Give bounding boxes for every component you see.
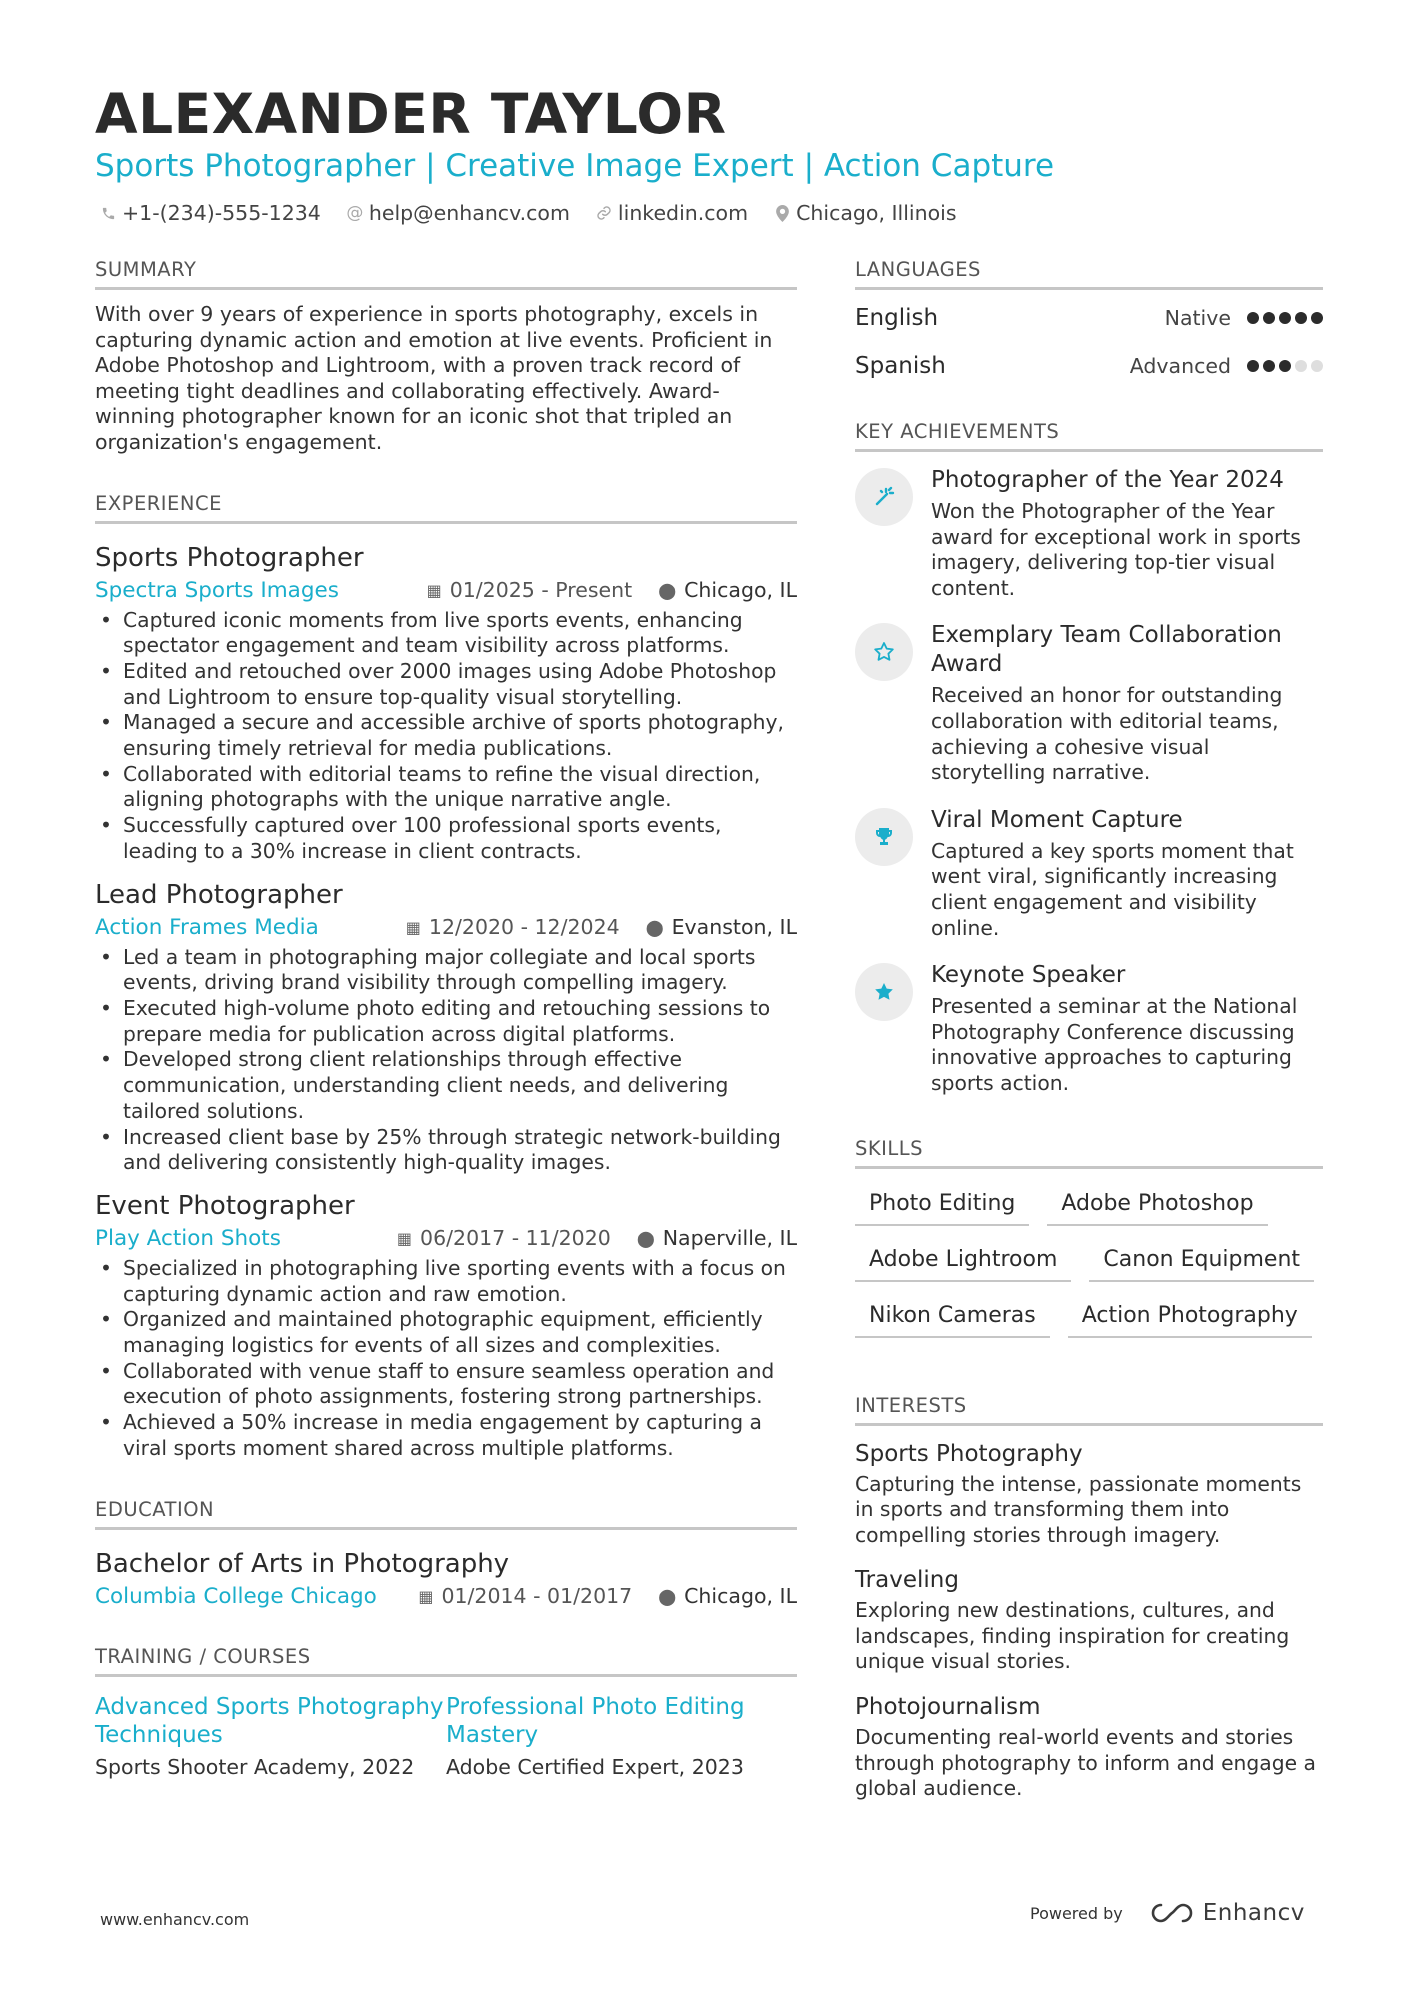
course-title: Professional Photo Editing Mastery xyxy=(446,1693,745,1748)
skill-tag: Photo Editing xyxy=(855,1183,1029,1226)
skill-tag: Nikon Cameras xyxy=(855,1295,1050,1338)
contact-location-value: Chicago, Illinois xyxy=(796,201,957,225)
school-name: Columbia College Chicago xyxy=(95,1583,377,1609)
rating-dot-filled xyxy=(1263,360,1275,372)
link-icon xyxy=(596,205,612,221)
interest-desc: Capturing the intense, passionate moments in sports and transforming them into compelling stories through imagery. xyxy=(855,1471,1302,1547)
location-pin-icon xyxy=(774,205,790,222)
achievement-item xyxy=(855,621,1323,785)
interest-item xyxy=(855,1440,1323,1549)
summary-text: With over 9 years of experience in sports photography, excels in capturing dynamic action and emotion at live events. Proficient in Adobe Photoshop and Lightroom, with a proven track record of meeting tight deadlines and collaborating effectively. Award-winning photographer known for an iconic shot that tripled an organization's engagement. xyxy=(95,302,773,454)
languages-heading: LANGUAGES xyxy=(855,258,1323,290)
language-name: Spanish xyxy=(855,353,946,379)
job-meta xyxy=(95,1226,797,1251)
interest-desc: Exploring new destinations, cultures, and landscapes, finding inspiration for creating unique visual stories. xyxy=(855,1598,1290,1674)
job-location-value: Evanston, IL xyxy=(671,915,797,940)
job-bullet: • Edited and retouched over 2000 images using Adobe Photoshop and Lightroom to ensure top-quality visual storytelling. xyxy=(95,659,797,710)
rating-dot-filled xyxy=(1247,360,1259,372)
job-entry xyxy=(95,1190,797,1462)
languages-section xyxy=(855,258,1323,384)
calendar-icon: ▦ xyxy=(426,580,442,600)
job-meta xyxy=(95,915,797,940)
rating-dot-filled xyxy=(1247,312,1259,324)
training-heading: TRAINING / COURSES xyxy=(95,1645,797,1677)
skill-tag: Canon Equipment xyxy=(1089,1239,1314,1282)
left-column xyxy=(95,258,797,1779)
footer-website[interactable]: www.enhancv.com xyxy=(100,1910,250,1929)
location-pin-icon: ⬤ xyxy=(645,917,664,937)
achievement-title: Keynote Speaker xyxy=(931,962,1126,989)
job-location-value: Naperville, IL xyxy=(662,1226,797,1251)
summary-section xyxy=(95,258,797,456)
language-rating xyxy=(1247,360,1323,372)
job-bullets xyxy=(95,1256,797,1462)
company-name: Spectra Sports Images xyxy=(95,577,339,603)
language-level: Native xyxy=(1164,306,1231,330)
location-pin-icon: ⬤ xyxy=(658,1586,677,1606)
rating-dot-empty xyxy=(1311,360,1323,372)
job-bullet: • Successfully captured over 100 professional sports events, leading to a 30% increase in client contracts. xyxy=(95,813,797,864)
interest-title: Traveling xyxy=(855,1567,959,1594)
contact-email-value: help@enhancv.com xyxy=(368,201,570,225)
job-dates xyxy=(406,915,620,939)
interests-heading: INTERESTS xyxy=(855,1394,1323,1426)
magic-wand-icon xyxy=(855,468,913,526)
brand-logo[interactable] xyxy=(1149,1900,1305,1926)
experience-section xyxy=(95,492,797,1462)
calendar-icon: ▦ xyxy=(405,917,421,937)
job-bullet: • Developed strong client relationships through effective communication, understanding client needs, and delivering tailored solutions. xyxy=(95,1047,797,1124)
job-bullet: • Increased client base by 25% through strategic network-building and delivering consistently high-quality images. xyxy=(95,1125,797,1176)
company-name: Action Frames Media xyxy=(95,914,319,940)
candidate-name: ALEXANDER TAYLOR xyxy=(95,82,727,146)
job-bullet: • Collaborated with editorial teams to refine the visual direction, aligning photographs with the unique narrative angle. xyxy=(95,762,797,813)
interest-item xyxy=(855,1693,1323,1802)
job-title: Sports Photographer xyxy=(95,542,364,573)
training-section xyxy=(95,1645,797,1779)
interest-title: Photojournalism xyxy=(855,1694,1041,1721)
job-bullets xyxy=(95,608,797,865)
summary-heading: SUMMARY xyxy=(95,258,797,290)
achievement-item xyxy=(855,806,1323,941)
right-column xyxy=(855,258,1323,1802)
trophy-icon xyxy=(855,808,913,866)
job-bullet: • Achieved a 50% increase in media engagement by capturing a viral sports moment shared across multiple platforms. xyxy=(95,1410,797,1461)
education-entry xyxy=(95,1548,797,1609)
course-list xyxy=(95,1693,797,1779)
brand-name: Enhancv xyxy=(1202,1900,1305,1926)
job-entry xyxy=(95,542,797,865)
infinity-logo-icon xyxy=(1149,1901,1195,1925)
skill-list xyxy=(855,1183,1323,1338)
star-filled-icon xyxy=(855,963,913,1021)
job-dates-value: 12/2020 - 12/2024 xyxy=(428,915,620,940)
interest-item xyxy=(855,1566,1323,1675)
contact-phone[interactable] xyxy=(100,201,321,225)
job-bullets xyxy=(95,945,797,1176)
achievement-desc: Won the Photographer of the Year award for exceptional work in sports imagery, delivering top-tier visual content. xyxy=(931,499,1301,600)
achievement-desc: Received an honor for outstanding collaboration with editorial teams, achieving a cohesive visual storytelling narrative. xyxy=(931,683,1283,785)
achievement-body xyxy=(931,806,1323,941)
contact-linkedin[interactable] xyxy=(596,201,748,225)
interest-title: Sports Photography xyxy=(855,1440,1083,1467)
skills-heading: SKILLS xyxy=(855,1137,1323,1169)
degree-title: Bachelor of Arts in Photography xyxy=(95,1548,510,1579)
contact-email[interactable] xyxy=(347,201,570,225)
location-pin-icon: ⬤ xyxy=(658,580,677,600)
education-section xyxy=(95,1498,797,1609)
job-title: Lead Photographer xyxy=(95,879,343,910)
job-bullet: • Executed high-volume photo editing and retouching sessions to prepare media for publication across digital platforms. xyxy=(95,996,797,1047)
job-meta xyxy=(95,578,797,603)
achievement-title: Photographer of the Year 2024 xyxy=(931,467,1284,493)
skill-tag: Action Photography xyxy=(1068,1295,1312,1338)
job-bullet: • Led a team in photographing major collegiate and local sports events, driving brand visibility through compelling imagery. xyxy=(95,945,797,996)
achievement-title: Viral Moment Capture xyxy=(931,806,1183,833)
job-dates xyxy=(427,578,633,602)
language-name: English xyxy=(855,305,939,331)
course-item xyxy=(95,1693,446,1779)
education-location-value: Chicago, IL xyxy=(684,1584,797,1609)
at-icon: @ xyxy=(346,203,364,223)
language-item xyxy=(855,300,1323,336)
course-provider: Sports Shooter Academy, 2022 xyxy=(95,1754,415,1779)
skill-tag: Adobe Lightroom xyxy=(855,1239,1071,1282)
contact-linkedin-value: linkedin.com xyxy=(617,201,749,225)
skills-section xyxy=(855,1137,1323,1338)
company-name: Play Action Shots xyxy=(95,1225,281,1251)
contact-phone-value: +1-(234)-555-1234 xyxy=(122,201,321,225)
calendar-icon: ▦ xyxy=(396,1228,413,1248)
location-pin-icon: ⬤ xyxy=(636,1228,655,1248)
achievement-desc: Presented a seminar at the National Photography Conference discussing innovative approaches to capturing sports action. xyxy=(931,994,1298,1095)
job-title: Event Photographer xyxy=(95,1190,355,1221)
achievement-title: Exemplary Team Collaboration Award xyxy=(931,622,1282,678)
achievements-heading: KEY ACHIEVEMENTS xyxy=(855,420,1323,452)
interests-section xyxy=(855,1394,1323,1802)
contact-location xyxy=(774,201,956,225)
rating-dot-empty xyxy=(1295,360,1307,372)
powered-by-label: Powered by xyxy=(1030,1903,1123,1923)
job-bullet: • Captured iconic moments from live sports events, enhancing spectator engagement and team visibility across platforms. xyxy=(95,608,797,659)
job-entry xyxy=(95,879,797,1176)
contact-bar xyxy=(100,201,957,225)
calendar-icon: ▦ xyxy=(418,1586,434,1606)
job-dates xyxy=(397,1226,611,1250)
job-location xyxy=(658,578,797,602)
education-location xyxy=(658,1584,797,1608)
job-bullet: • Managed a secure and accessible archive of sports photography, ensuring timely retrieval for media publications. xyxy=(95,710,797,761)
education-heading: EDUCATION xyxy=(95,1498,797,1530)
interest-desc: Documenting real-world events and stories through photography to inform and engage a global audience. xyxy=(855,1725,1316,1801)
rating-dot-filled xyxy=(1279,312,1291,324)
job-dates-value: 06/2017 - 11/2020 xyxy=(420,1226,611,1251)
achievement-item xyxy=(855,961,1323,1096)
course-item xyxy=(446,1693,797,1779)
education-meta xyxy=(95,1584,797,1609)
star-outline-icon xyxy=(855,623,913,681)
headline: Sports Photographer | Creative Image Expert | Action Capture xyxy=(95,148,1055,184)
language-level: Advanced xyxy=(1129,354,1231,378)
education-dates-value: 01/2014 - 01/2017 xyxy=(441,1584,633,1609)
rating-dot-filled xyxy=(1279,360,1291,372)
rating-dot-filled xyxy=(1311,312,1323,324)
rating-dot-filled xyxy=(1295,312,1307,324)
job-bullet: • Collaborated with venue staff to ensure seamless operation and execution of photo assignments, fostering strong partnerships. xyxy=(95,1359,797,1410)
language-item xyxy=(855,348,1323,384)
language-rating xyxy=(1247,312,1323,324)
achievement-desc: Captured a key sports moment that went viral, significantly increasing client engagement and visibility online. xyxy=(931,838,1294,940)
achievement-body xyxy=(931,466,1323,601)
achievements-section xyxy=(855,420,1323,1097)
job-dates-value: 01/2025 - Present xyxy=(449,578,633,603)
rating-dot-filled xyxy=(1263,312,1275,324)
experience-heading: EXPERIENCE xyxy=(95,492,797,524)
skill-tag: Adobe Photoshop xyxy=(1047,1183,1267,1226)
achievement-item xyxy=(855,466,1323,601)
job-location-value: Chicago, IL xyxy=(684,578,797,603)
course-provider: Adobe Certified Expert, 2023 xyxy=(446,1754,744,1779)
course-title: Advanced Sports Photography Techniques xyxy=(95,1693,444,1748)
job-location xyxy=(646,915,797,939)
achievement-body xyxy=(931,621,1323,785)
phone-icon xyxy=(100,206,116,221)
job-location xyxy=(637,1226,797,1250)
job-bullet: • Specialized in photographing live sporting events with a focus on capturing dynamic action and raw emotion. xyxy=(95,1256,797,1307)
achievement-body xyxy=(931,961,1323,1096)
footer-branding xyxy=(1030,1900,1305,1926)
job-bullet: • Organized and maintained photographic equipment, efficiently managing logistics for events of all sizes and complexities. xyxy=(95,1307,797,1358)
education-dates xyxy=(418,1584,632,1608)
